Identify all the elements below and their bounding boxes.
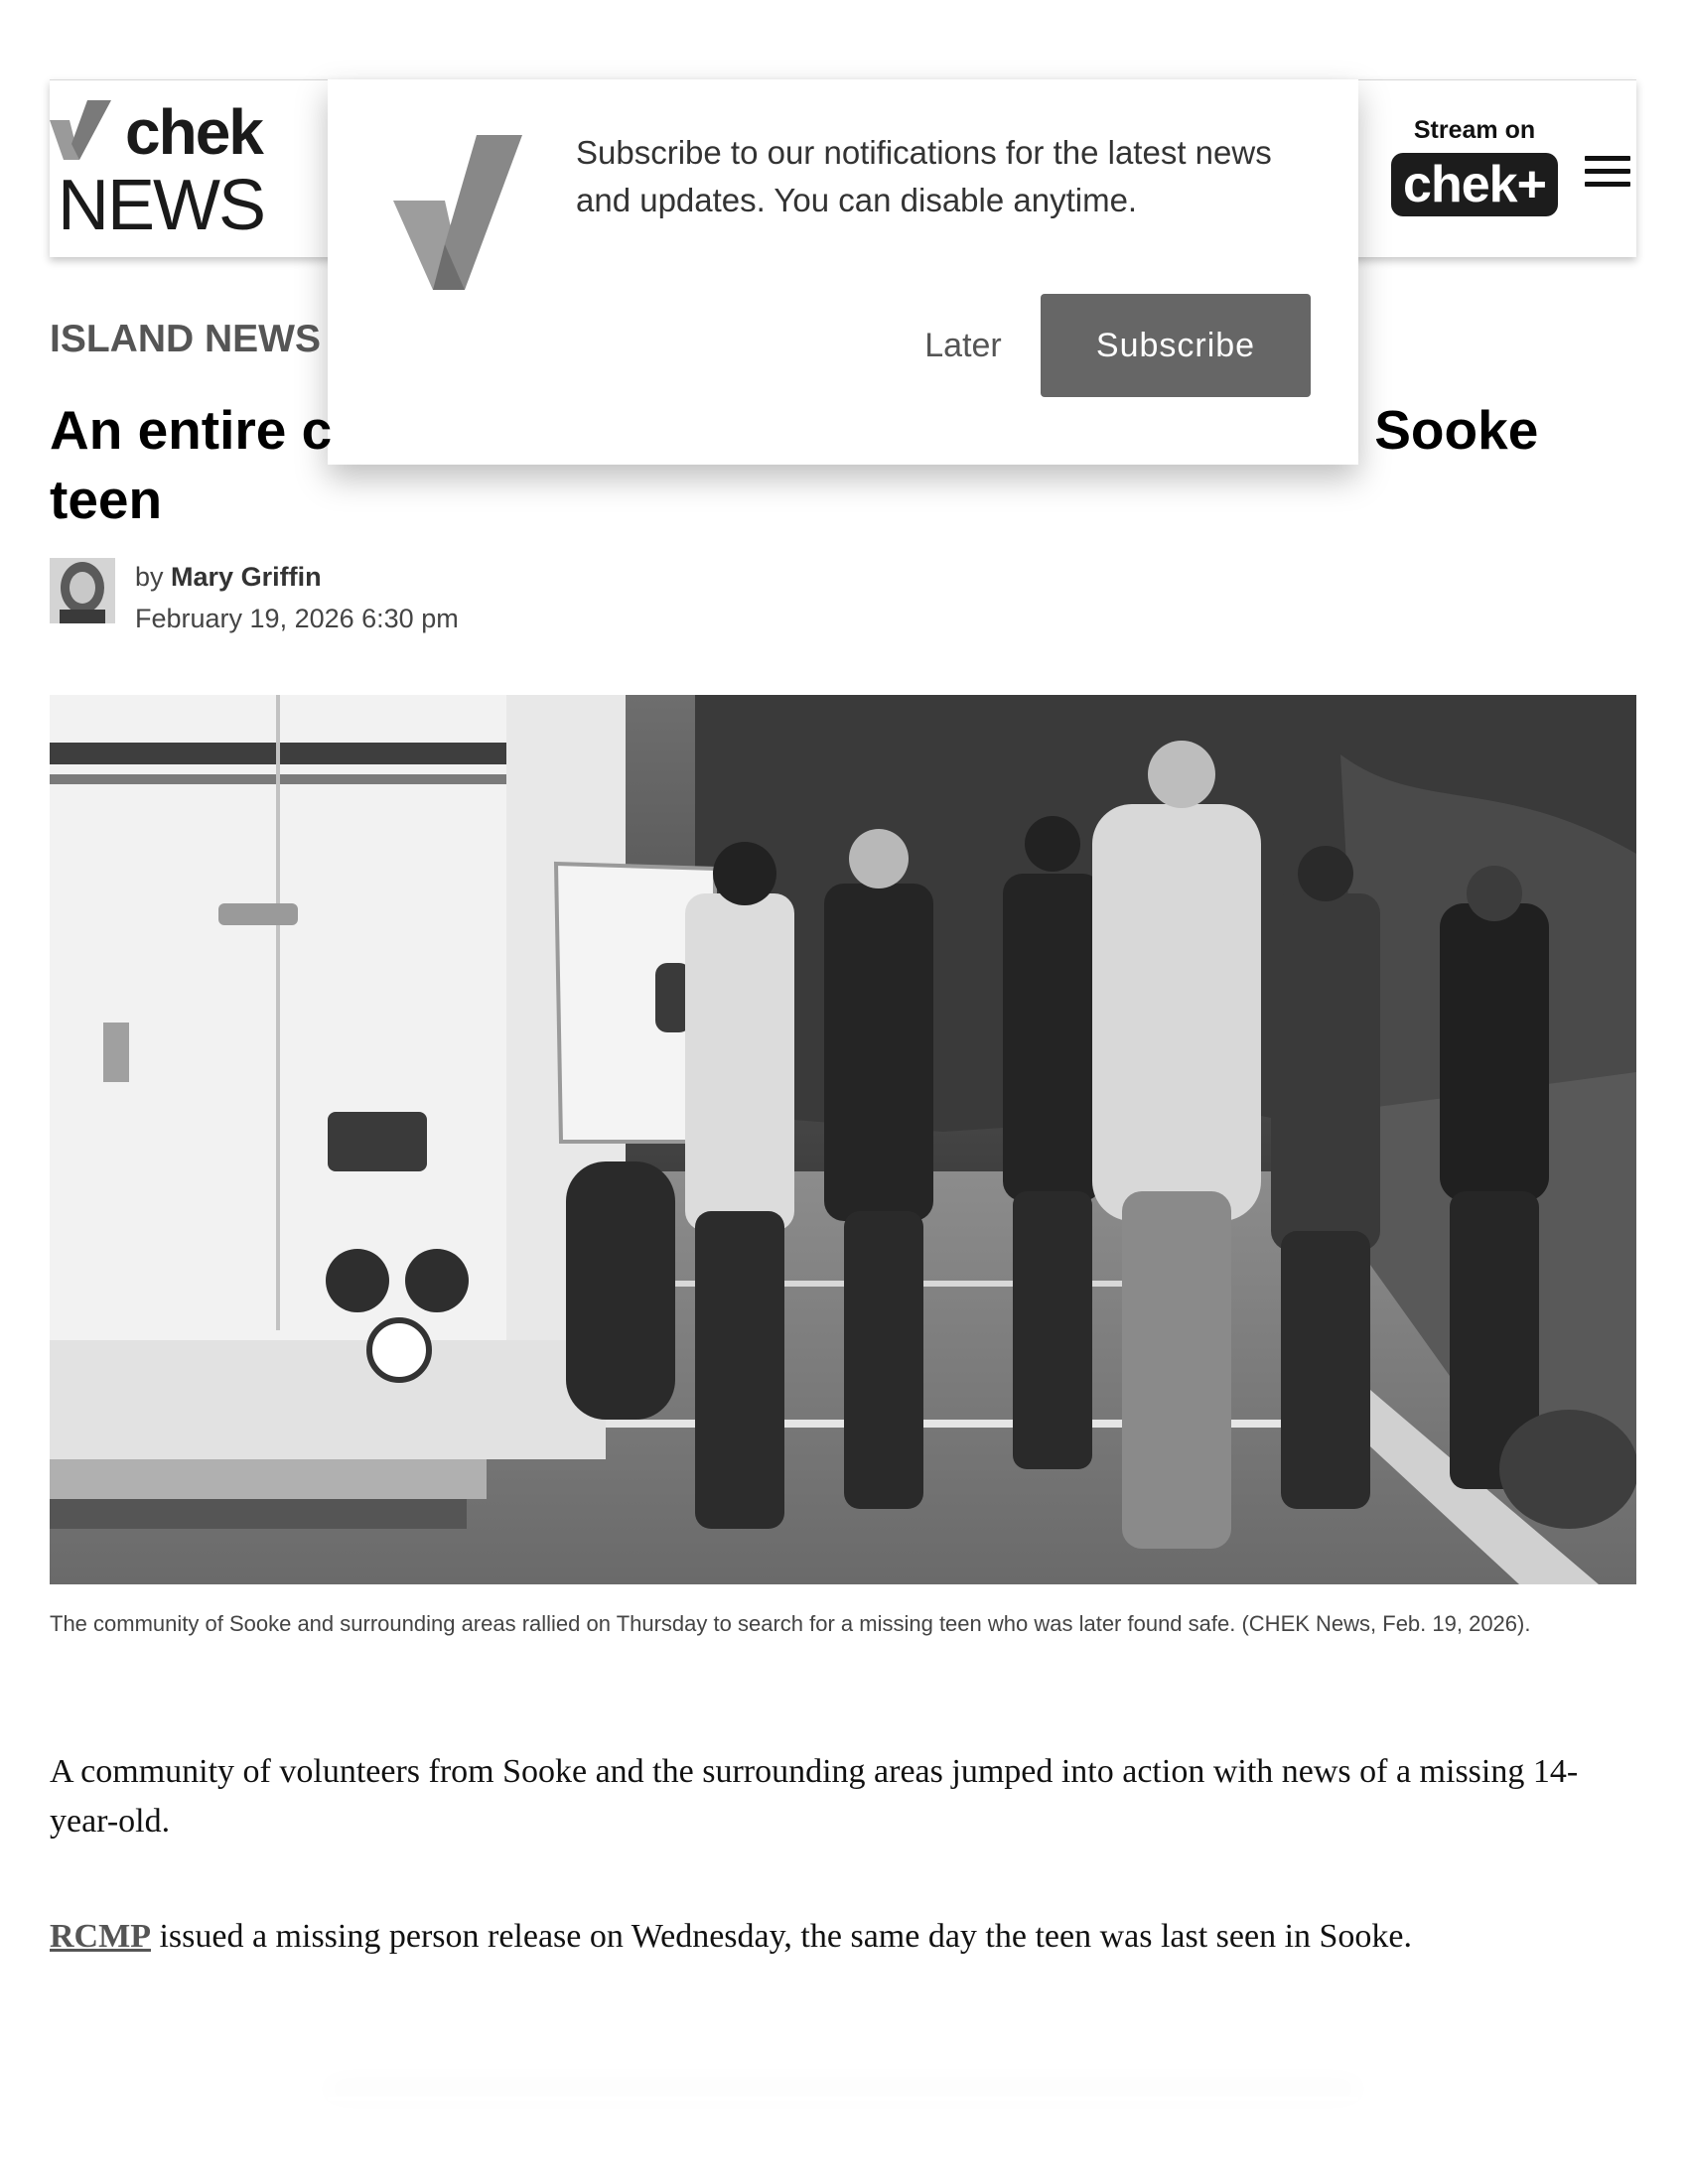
- subscribe-button[interactable]: Subscribe: [1041, 294, 1311, 397]
- bottom-shadow: [328, 2097, 1358, 2101]
- stream-on-label: Stream on: [1413, 116, 1536, 144]
- article-paragraph-2: [50, 1912, 1636, 1962]
- logo-news-text: NEWS: [58, 166, 264, 245]
- title-start: An entire c: [50, 399, 333, 461]
- publish-date: February 19, 2026 6:30 pm: [135, 604, 459, 633]
- search-volunteers-photo: [50, 695, 1636, 1584]
- logo-chek-text: chek: [125, 96, 262, 168]
- author-avatar[interactable]: [50, 558, 115, 623]
- author-line: [135, 558, 322, 596]
- check-mark-icon: [50, 100, 129, 170]
- title-line2: teen: [50, 469, 163, 530]
- chek-plus-badge[interactable]: chek+: [1391, 153, 1558, 216]
- paragraph-2-text: issued a missing person release on Wednesday, the same day the teen was last seen in Sooke.: [150, 1918, 1413, 1955]
- photo-caption: The community of Sooke and surrounding areas rallied on Thursday to search for a missing teen who was later found safe. (CHEK News, Feb. 19, 2026).: [50, 1611, 1531, 1636]
- later-button[interactable]: Later: [884, 294, 1043, 397]
- article-paragraph-1: A community of volunteers from Sooke and the surrounding areas jumped into action with news of a missing 14-year-old.: [50, 1753, 1579, 1840]
- by-prefix: by: [135, 562, 164, 592]
- article-title: [50, 395, 1579, 534]
- popup-message: Subscribe to our notifications for the latest news and updates. You can disable anytime.: [576, 134, 1272, 218]
- category-label[interactable]: ISLAND NEWS: [50, 318, 321, 360]
- stream-on-chek-plus[interactable]: [1390, 116, 1559, 216]
- author-name[interactable]: Mary Griffin: [171, 562, 322, 592]
- author-portrait: [50, 558, 115, 623]
- hamburger-menu-icon[interactable]: [1585, 156, 1630, 188]
- rcmp-link[interactable]: RCMP: [50, 1918, 151, 1955]
- article-photo: [50, 695, 1636, 1584]
- chek-news-logo[interactable]: [50, 80, 278, 257]
- title-end: Sooke: [1374, 399, 1539, 461]
- check-mark-icon: [393, 135, 532, 290]
